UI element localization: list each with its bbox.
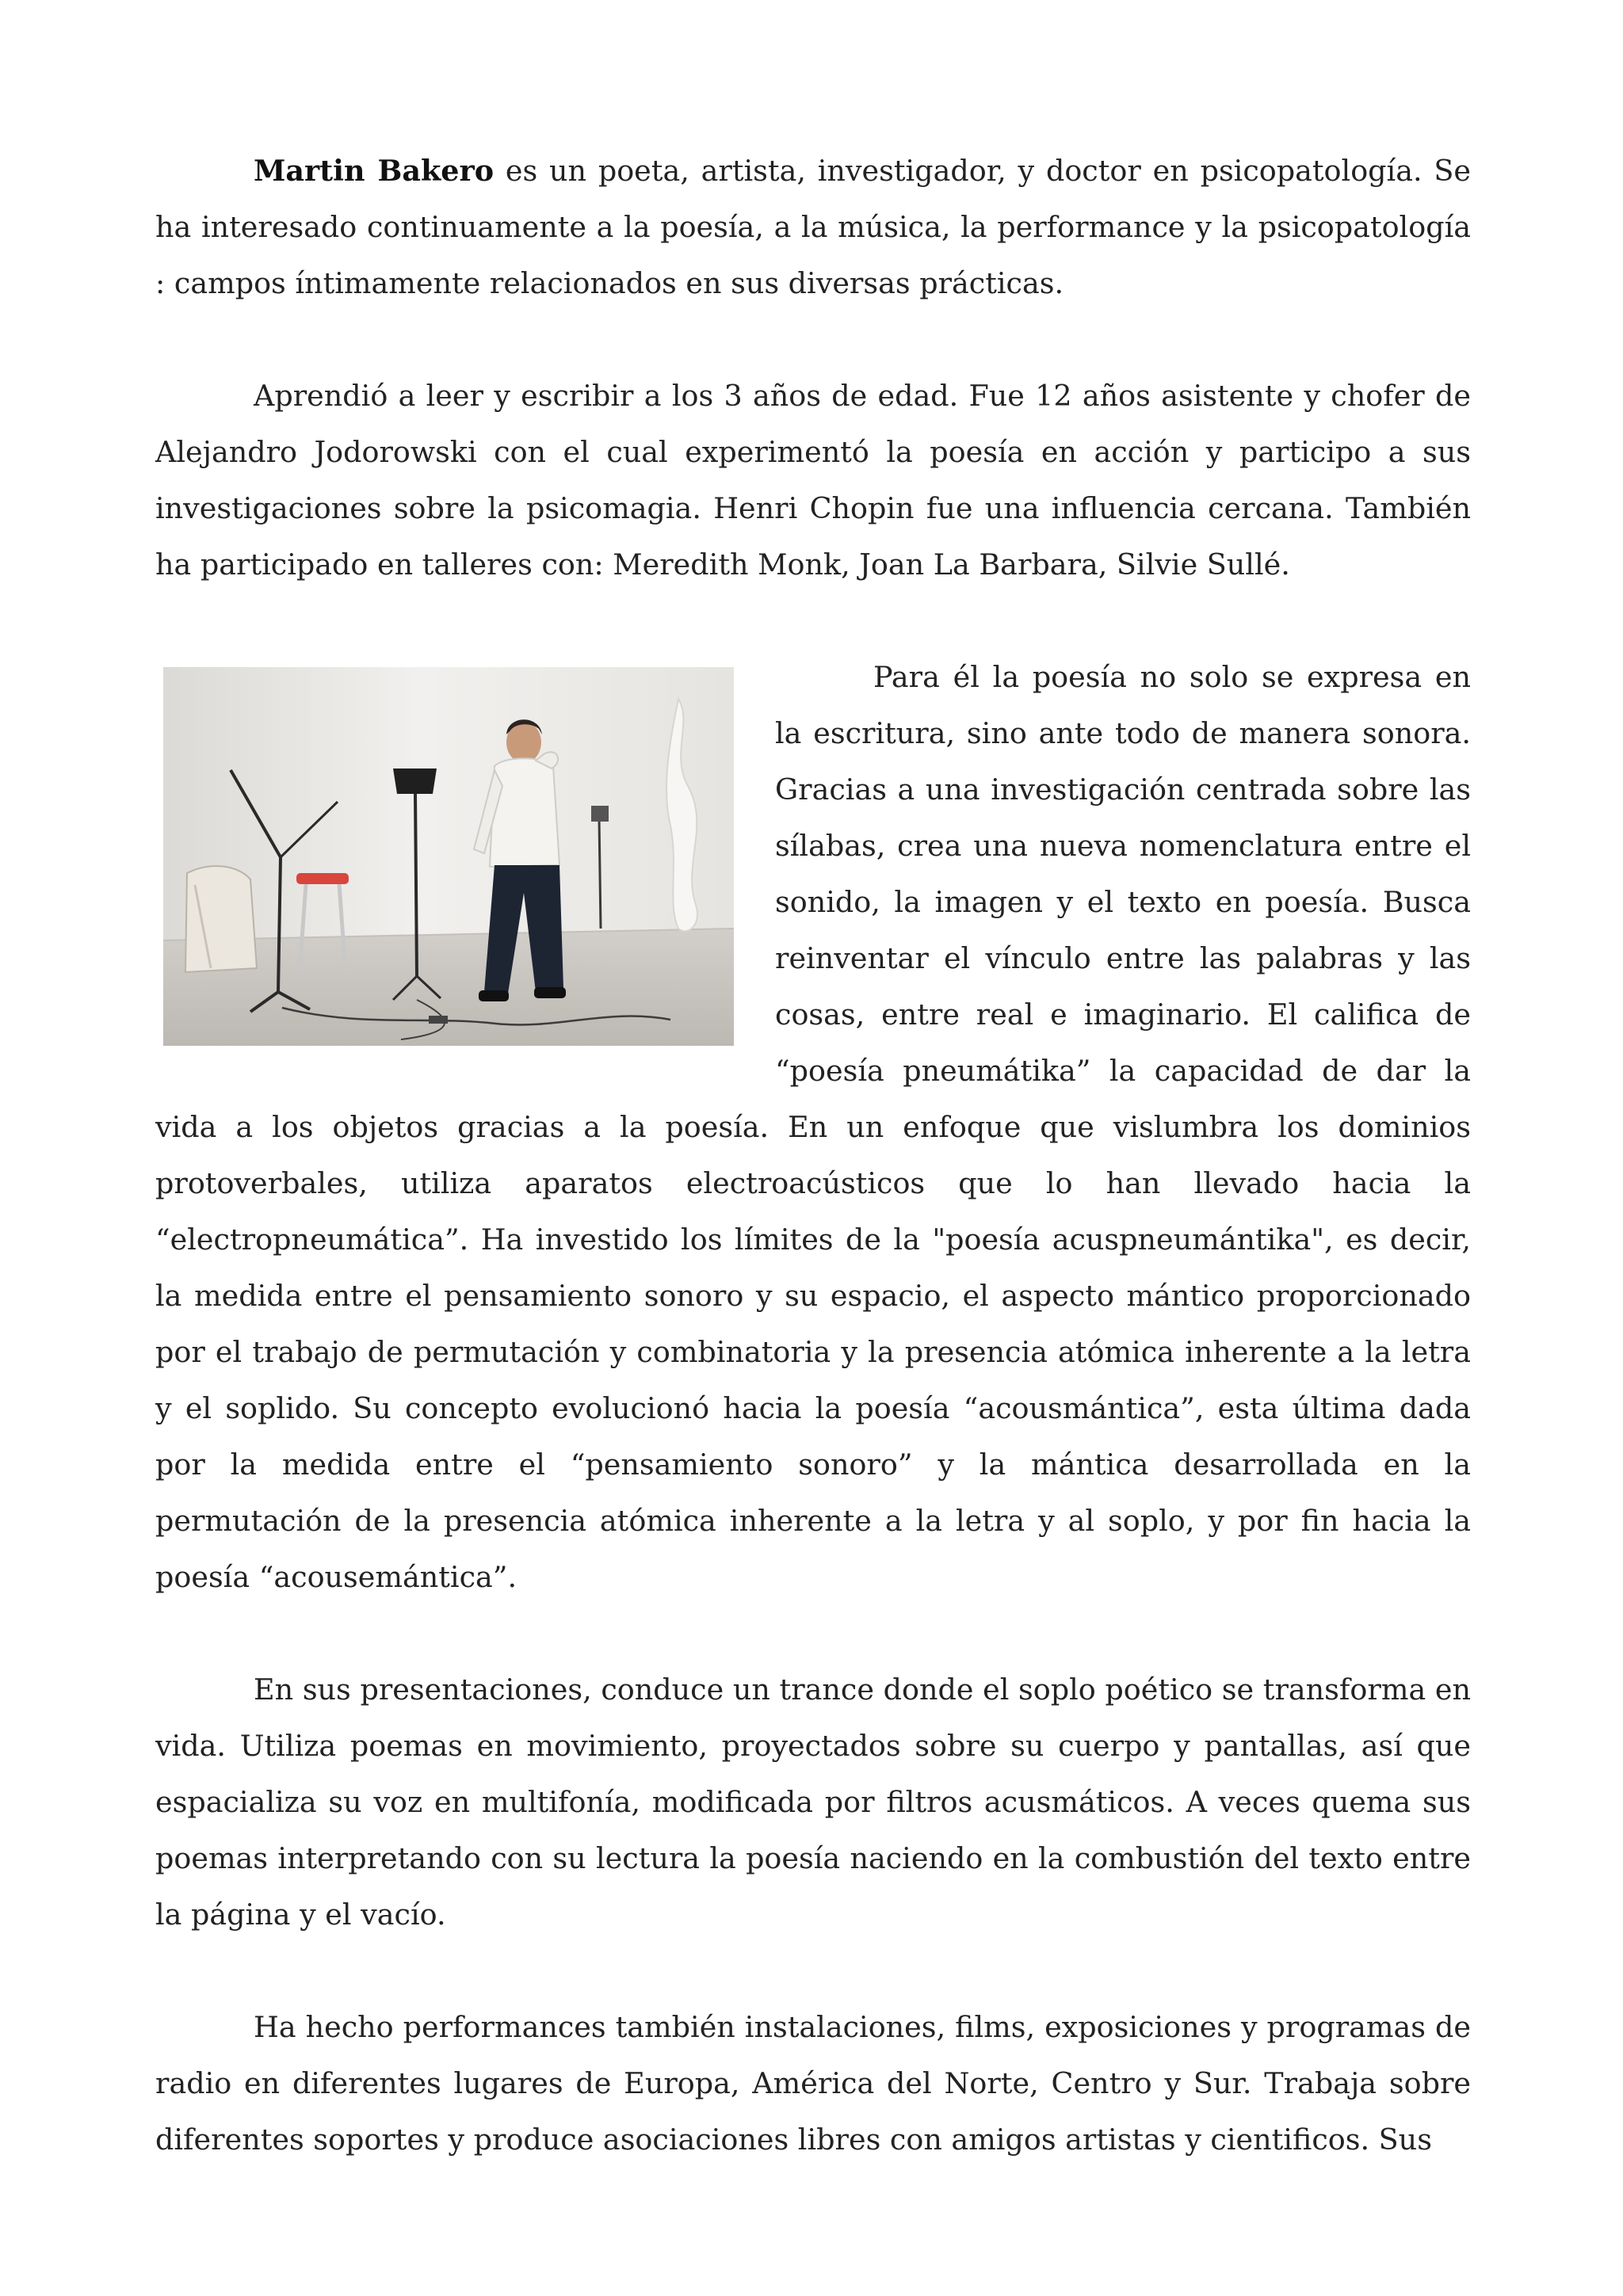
document-page — [155, 143, 1471, 2168]
paragraph-biography: Aprendió a leer y escribir a los 3 años de edad. Fue 12 años asistente y chofer de Alejandro Jodorowski con el cual experimentó la poesía en acción y participo a sus investigaciones sobre la psicomagia. Henri Chopin fue una influencia cercana. También ha participado en talleres con: Meredith Monk, Joan La Barbara, Silvie Sullé. — [155, 379, 1471, 582]
paragraph-presentations: En sus presentaciones, conduce un trance donde el soplo poético se transforma en vida. Utiliza poemas en movimiento, proyectados sobre su cuerpo y pantallas, así que espacializa su voz en multifonía, modificada por filtros acusmáticos. A veces quema sus poemas interpretando con su lectura la poesía naciendo en la combustión del texto entre la página y el vacío. — [155, 1672, 1471, 1932]
performance-photo — [163, 667, 734, 1046]
paragraph-activities: Ha hecho performances también instalaciones, films, exposiciones y programas de radio en diferentes lugares de Europa, América del Norte, Centro y Sur. Trabaja sobre diferentes soportes y produce asociaciones libres con amigos artistas y cientificos. Sus — [155, 2010, 1471, 2157]
paragraph-sound-poetry: Para él la poesía no solo se expresa en la escritura, sino ante todo de manera sonora. Gracias a una investigación centrada sobre las sílabas, crea una nueva nomenclatura entre el sonido, la imagen y el texto en poesía. Busca reinventar el vínculo entre las palabras y las cosas, entre real e imaginario. El califica de “poesía pneumátika” la capacidad de dar la vida a los objetos gracias a la poesía. En un enfoque que vislumbra los dominios protoverbales, utiliza aparatos electroacústicos que lo han llevado hacia la “electropneumática”. Ha investido los límites de la "poesía acuspneumántika", es decir, la medida entre el pensamiento sonoro y su espacio, el aspecto mántico proporcionado por el trabajo de permutación y combinatoria y la presencia atómica inherente a la letra y el soplido. Su concepto evolucionó hacia la poesía “acousmántica”, esta última dada por la medida entre el “pensamiento sonoro” y la mántica desarrollada en la permutación de la presencia atómica inherente a la letra y al soplo, y por fin hacia la poesía “acousemántica”. — [155, 660, 1471, 1594]
paragraph-intro — [155, 143, 1471, 311]
author-name: Martin Bakero — [254, 154, 495, 188]
paragraph-intro-text: es un poeta, artista, investigador, y doctor en psicopatología. Se ha interesado continuamente a la poesía, a la música, la performance y la psicopatología : campos íntimamente relacionados en sus diversas prácticas. — [155, 154, 1471, 300]
